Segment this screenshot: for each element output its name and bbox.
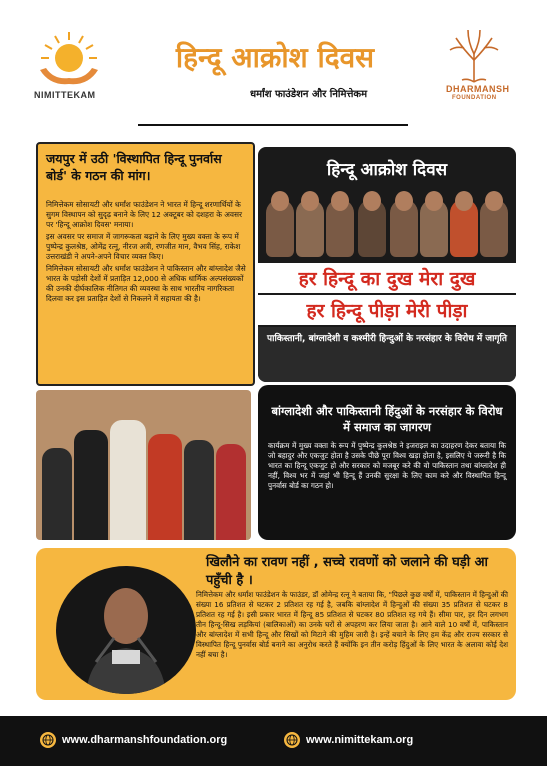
bangla-body: कार्यक्रम में मुख्य वक्ता के रूप में पुष्पेन्द्र कुलश्रेष्ठ ने इजराइल का उदाहरण देकर बताया कि जो बहादुर और एकजुट होता है उसके पीछे पूरा विश्व खड़ा होता है, इसलिए ये जरूरी है कि भारत का हिन्दू एकजुट हो और सरकार को मजबूर करे की वो पाकिस्तान तथा बांग्लादेश ही नहीं, विश्व भर में जहां भी हिन्दू हैं उनकी सुरक्षा के लिए काम करे और विस्थापित हिन्दू पुनर्वास बोर्ड का गठन हो। — [268, 441, 506, 490]
photo-person — [148, 434, 182, 540]
header-divider — [138, 124, 408, 126]
globe-icon — [40, 732, 56, 748]
dharmansh-website-link[interactable]: www.dharmanshfoundation.org — [62, 734, 228, 746]
photo-person — [74, 430, 108, 540]
nimittekam-website-link[interactable]: www.nimittekam.org — [306, 734, 414, 746]
ravan-heading: खिलौने का रावण नहीं , सच्चे रावणों को जलाने की घड़ी आ पहुँची है । — [206, 555, 488, 588]
poster-banner: पाकिस्तानी, बांग्लादेशी व कश्मीरी हिन्दुओं के नरसंहार के विरोध में जागृति — [267, 334, 507, 344]
photo-person — [184, 440, 214, 540]
poster-slogan: हर हिन्दू पीड़ा मेरी पीड़ा — [258, 295, 516, 325]
tree-icon — [428, 24, 520, 84]
speaker-photo — [420, 199, 448, 257]
event-poster — [258, 147, 516, 382]
speaker-photo — [266, 199, 294, 257]
photo-person — [110, 420, 146, 540]
bangla-heading: बांग्लादेशी और पाकिस्तानी हिंदुओं के नरसंहार के विरोध में समाज का जागरण — [271, 404, 503, 434]
sun-hands-icon — [28, 30, 110, 88]
page-title: हिन्दू आक्रोश दिवस — [175, 41, 375, 74]
bangla-section — [258, 385, 516, 540]
photo-person — [216, 444, 246, 540]
nimittekam-logo-text: NIMITTEKAM — [34, 90, 96, 100]
speaker-photo — [56, 566, 196, 694]
group-photo — [36, 390, 251, 540]
speaker-silhouette — [56, 566, 196, 694]
photo-person — [42, 448, 72, 540]
jaipur-body — [46, 200, 246, 306]
speaker-photo — [480, 199, 508, 257]
ravan-body: निमित्तेकम और धर्मांश फाउंडेशन के फाउंडर, डॉ ओमेन्द्र रत्नू ने बताया कि, "पिछले कुछ वर्षों में, पाकिस्तान में हिन्दुओं की संख्या 16 प्रतिशत से घटकर 2 प्रतिशत रह गई है, जबकि बांग्लादेश में हिन्दुओं की संख्या 35 प्रतिशत से घटकर 8 प्रतिशत रह गई है। इसी प्रकार भारत में हिन्दू 85 प्रतिशत से घटकर 80 प्रतिशत रह गये हैं। सीमा पार, हर दिन लगभग तीन हिन्दू-सिख लड़कियां (बालिकाओं) का उनके घरों से अपहरण कर लिया जाता है। आने वाले 10 वर्षों में, पाकिस्तान और बांग्लादेश में सभी हिन्दू और सिखों को मिटाने की मुहिम जारी है। इन्हें बचाने के लिए हम केंद्र और राज्य सरकार से विस्थापित हिन्दू पुनर्वास बोर्ड बनाने का अनुरोध करते हैं क्योंकि इन तीन करोड़ हिंदुओं के लिए भारत के अलावा कोई देश नहीं बचा है। — [196, 590, 508, 659]
poster-slogan: हर हिन्दू का दुख मेरा दुख — [258, 263, 516, 293]
nimittekam-logo — [28, 30, 110, 100]
speaker-photo — [296, 199, 324, 257]
jaipur-paragraph: निमित्तेकम सोसायटी और धर्मांश फाउंडेशन ने भारत में हिन्दू शरणार्थियों के सुगम विस्थापन को सुदृढ़ बनाने के लिए 12 अक्टूबर को दशहरा के अवसर पर 'हिन्दू आक्रोश दिवस' मनाया। — [46, 200, 243, 229]
dharmansh-logo-subtext: FOUNDATION — [452, 95, 497, 101]
speaker-photo — [326, 199, 354, 257]
jaipur-heading: जयपुर में उठी 'विस्थापित हिन्दू पुनर्वास बोर्ड' के गठन की मांग। — [46, 151, 222, 183]
dharmansh-logo — [428, 24, 520, 102]
ravan-section — [36, 548, 516, 700]
jaipur-section — [36, 142, 255, 386]
dharmansh-logo-text: DHARMANSH — [446, 84, 510, 94]
poster-speaker-photos — [266, 187, 508, 267]
poster-title: हिन्दू आक्रोश दिवस — [326, 160, 448, 180]
speaker-photo — [450, 199, 478, 257]
jaipur-paragraph: निमित्तेकम सोसायटी और धर्मांश फाउंडेशन ने पाकिस्तान और बांग्लादेश जैसे भारत के पड़ोसी देशों में प्रताड़ित 12,000 से अधिक धार्मिक अल्पसंख्यकों की उनकी दीर्घकालिक नीतिगत की व्यवस्था के साथ भारतीय नागरिकता दिलवा कर इस प्रताड़ित देशों से निकलने में सहायता की है। — [46, 264, 246, 303]
speaker-photo — [358, 199, 386, 257]
jaipur-paragraph: इस अवसर पर समाज में जागरूकता बढ़ाने के लिए मुख्य वक्ता के रूप में पुष्पेन्द्र कुलश्रेष्ठ, ओमेंद्र रत्नू, नीरज अत्री, रणजीत मान, वैभव सिंह, राकेश उत्तराखंडी ने अपने-अपने विचार व्यक्त किए। — [46, 232, 241, 261]
page-subtitle: धर्मांश फाउंडेशन और निमित्तेकम — [250, 89, 368, 100]
globe-icon — [284, 732, 300, 748]
speaker-photo — [390, 199, 418, 257]
footer — [0, 716, 547, 766]
